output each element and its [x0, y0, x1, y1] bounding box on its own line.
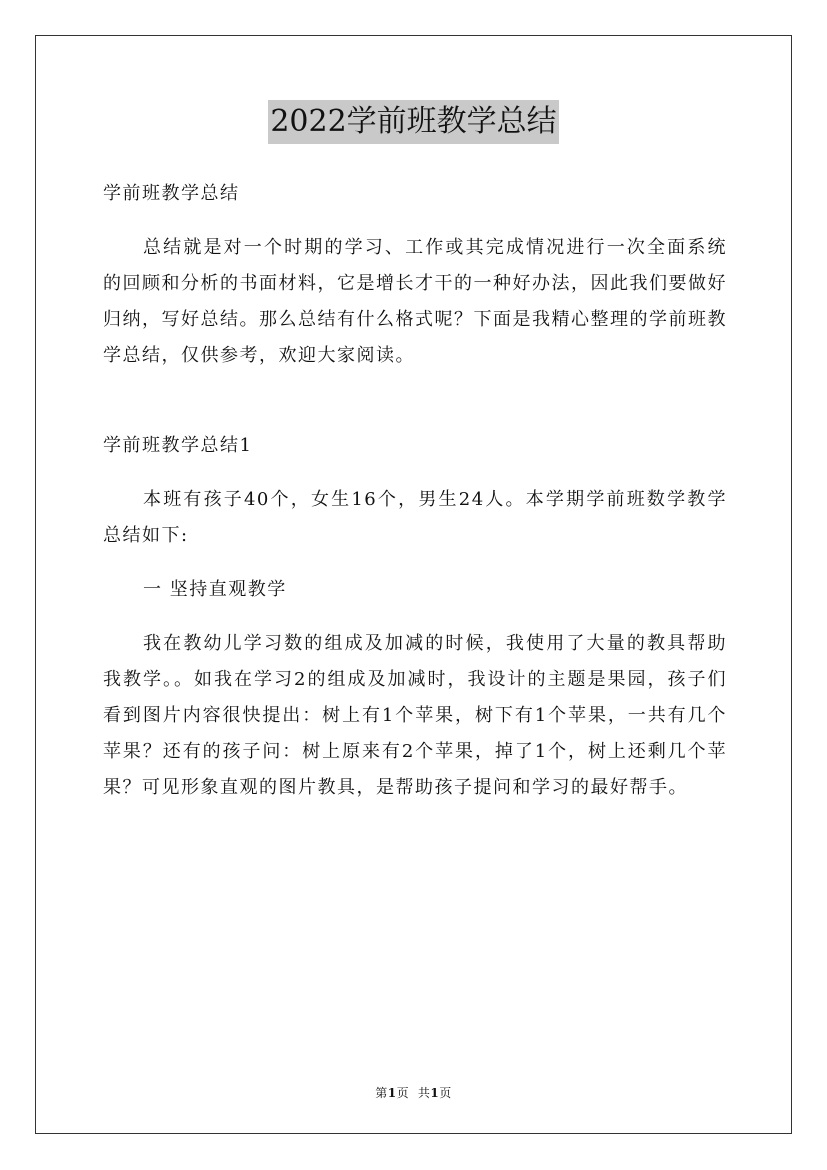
- document-body: [103, 176, 727, 806]
- footer-total-number: 1: [430, 1086, 440, 1100]
- section-paragraph-2: 我在教幼儿学习数的组成及加减的时候，我使用了大量的教具帮助我教学。。如我在学习2的组成及加减时，我设计的主题是果园，孩子们看到图片内容很快提出：树上有1个苹果，树下有1个苹果，一共有几个苹果？还有的孩子问：树上原来有2个苹果，掉了1个，树上还剩几个苹果？可见形象直观的图片教具，是帮助孩子提问和学习的最好帮手。: [103, 633, 727, 798]
- subtitle: 学前班教学总结: [103, 183, 240, 204]
- section-heading: 一 坚持直观教学: [143, 579, 287, 600]
- footer-total-suffix: 页: [439, 1086, 452, 1100]
- footer-total-prefix: 共: [417, 1086, 431, 1100]
- footer-page-prefix: 第: [375, 1086, 388, 1100]
- intro-paragraph: 总结就是对一个时期的学习、工作或其完成情况进行一次全面系统的回顾和分析的书面材料，它是增长才干的一种好办法，因此我们要做好归纳，写好总结。那么总结有什么格式呢？下面是我精心整理的学前班教学总结，仅供参考，欢迎大家阅读。: [103, 237, 727, 366]
- page-footer: [0, 1084, 827, 1101]
- section-paragraph-1: 本班有孩子40个，女生16个，男生24人。本学期学前班数学教学总结如下:: [103, 489, 727, 546]
- section-title: 学前班教学总结1: [103, 435, 253, 456]
- title-container: [0, 100, 827, 144]
- footer-page-suffix: 页: [396, 1086, 410, 1100]
- footer-page-number: 1: [387, 1086, 397, 1100]
- document-title: 2022学前班教学总结: [268, 100, 558, 144]
